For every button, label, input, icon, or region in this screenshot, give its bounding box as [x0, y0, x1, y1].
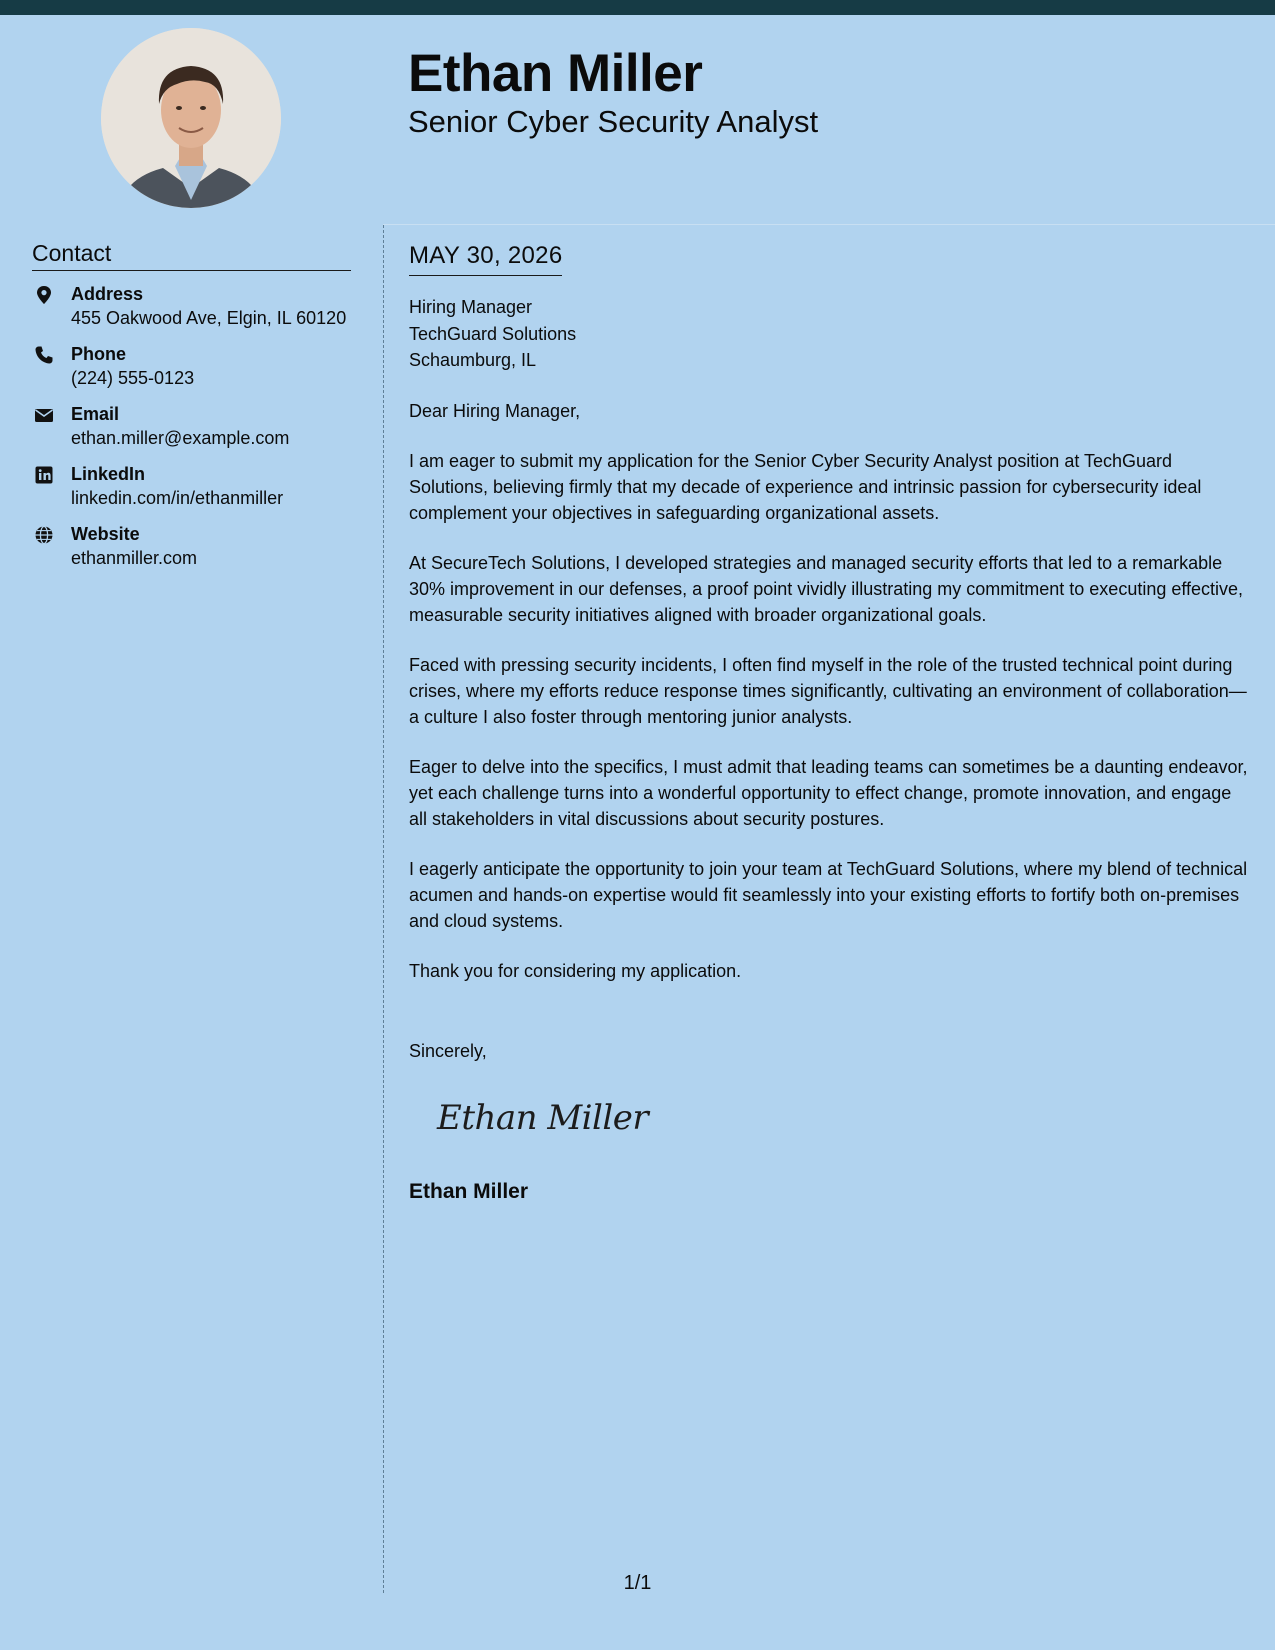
contact-email [32, 402, 362, 451]
salutation: Dear Hiring Manager, [409, 400, 581, 421]
phone-icon [34, 345, 54, 365]
candidate-title: Senior Cyber Security Analyst [408, 104, 819, 139]
contact-value[interactable]: ethanmiller.com [71, 548, 198, 568]
page-number: 1/1 [623, 1572, 652, 1594]
envelope-icon [34, 405, 54, 425]
recipient-block [409, 294, 1249, 374]
paragraph: Thank you for considering my application. [409, 960, 742, 981]
profile-photo [101, 28, 281, 208]
map-pin-icon [34, 285, 54, 305]
paragraph: Faced with pressing security incidents, I often find myself in the role of the trusted technical point during crises, where my efforts reduce response times significantly, cultivating an environment of collaboration—a culture I also foster through mentoring junior analysts. [409, 654, 1247, 727]
signed-name: Ethan Miller [409, 1179, 529, 1203]
globe-icon [34, 525, 54, 545]
paragraph: At SecureTech Solutions, I developed strategies and managed security efforts that led to a remarkable 30% improvement in our defenses, a proof point vividly illustrating my commitment to executing effective, measurable security initiatives aligned with broader organizational goals. [409, 552, 1244, 625]
contact-label: Website [71, 524, 140, 544]
linkedin-icon [34, 465, 54, 485]
recipient-line: TechGuard Solutions [409, 323, 577, 344]
contact-label: Phone [71, 344, 127, 364]
closing: Sincerely, [409, 1040, 487, 1061]
signature: Ethan Miller [437, 1097, 649, 1138]
contact-value: (224) 555-0123 [71, 368, 195, 388]
contact-heading: Contact [32, 238, 351, 271]
column-divider [383, 225, 384, 1593]
paragraph: I am eager to submit my application for the Senior Cyber Security Analyst position at TechGuard Solutions, believing firmly that my decade of experience and intrinsic passion for cybersecurity ideal complement your objectives in safeguarding organizational assets. [409, 450, 1202, 523]
header-divider [383, 224, 1275, 225]
contact-address [32, 282, 362, 331]
recipient-line: Schaumburg, IL [409, 350, 537, 370]
contact-value[interactable]: linkedin.com/in/ethanmiller [71, 488, 284, 508]
contact-label: Address [71, 284, 144, 304]
recipient-line: Hiring Manager [409, 297, 533, 317]
contact-value[interactable]: ethan.miller@example.com [71, 428, 290, 448]
letter-date: MAY 30, 2026 [409, 240, 562, 276]
contact-label: LinkedIn [71, 464, 146, 484]
candidate-name: Ethan Miller [408, 44, 703, 103]
top-accent-bar [0, 0, 1275, 15]
contact-phone [32, 342, 362, 391]
paragraph: Eager to delve into the specifics, I must admit that leading teams can sometimes be a daunting endeavor, yet each challenge turns into a wonderful opportunity to effect change, promote innovation, and engage all stakeholders in vital discussions about security postures. [409, 756, 1248, 829]
contact-list [32, 282, 362, 582]
contact-value: 455 Oakwood Ave, Elgin, IL 60120 [71, 308, 347, 328]
paragraph: I eagerly anticipate the opportunity to join your team at TechGuard Solutions, where my blend of technical acumen and hands-on expertise would fit seamlessly into your existing efforts to fortify both on-premises and cloud systems. [409, 858, 1248, 931]
letter-body [409, 240, 1249, 1206]
contact-website [32, 522, 362, 571]
contact-label: Email [71, 404, 120, 424]
contact-linkedin [32, 462, 362, 511]
